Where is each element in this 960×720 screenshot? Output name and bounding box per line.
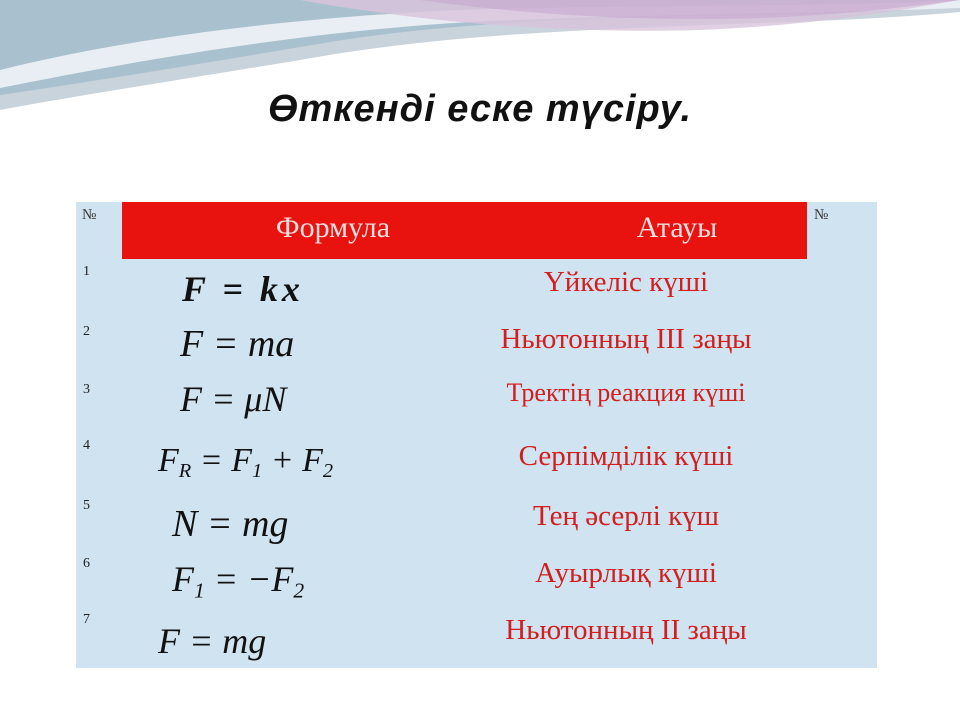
name-cell: Тең әсерлі күш [532,500,720,532]
name-cell: Үйкеліс күші [543,266,709,298]
formula-table [76,202,877,668]
table-header [122,202,807,259]
formula-cell: F = mg [158,621,267,661]
row-number: 4 [83,438,90,453]
slide-title: Өткенді еске түсіру. [267,88,693,130]
row-number: 7 [83,612,90,627]
formula-cell: $F_R = F_1 + F_2$ [158,442,334,483]
header-number-left: № [82,207,97,223]
formula-cell: F = ma [180,323,295,365]
formula-cell: F = μN [180,379,287,419]
row-number: 3 [83,382,90,397]
row-number: 5 [83,498,90,513]
name-cell: Серпімділік күші [518,440,734,472]
name-cell: Ньютонның II заңы [505,614,747,646]
row-number: 6 [83,556,90,571]
header-formula: Формула [275,211,391,244]
header-name: Атауы [636,211,718,244]
header-number-right: № [814,207,829,223]
formula-cell: F = kx [182,269,304,309]
name-cell: Ньютонның III заңы [500,323,752,355]
name-cell: Тректің реакция күші [506,378,746,407]
formula-cell: $F_1 = -F_2$ [172,559,305,603]
row-number: 2 [83,324,90,339]
row-number: 1 [83,264,90,279]
formula-cell: N = mg [172,503,289,545]
name-cell: Ауырлық күші [535,557,717,589]
